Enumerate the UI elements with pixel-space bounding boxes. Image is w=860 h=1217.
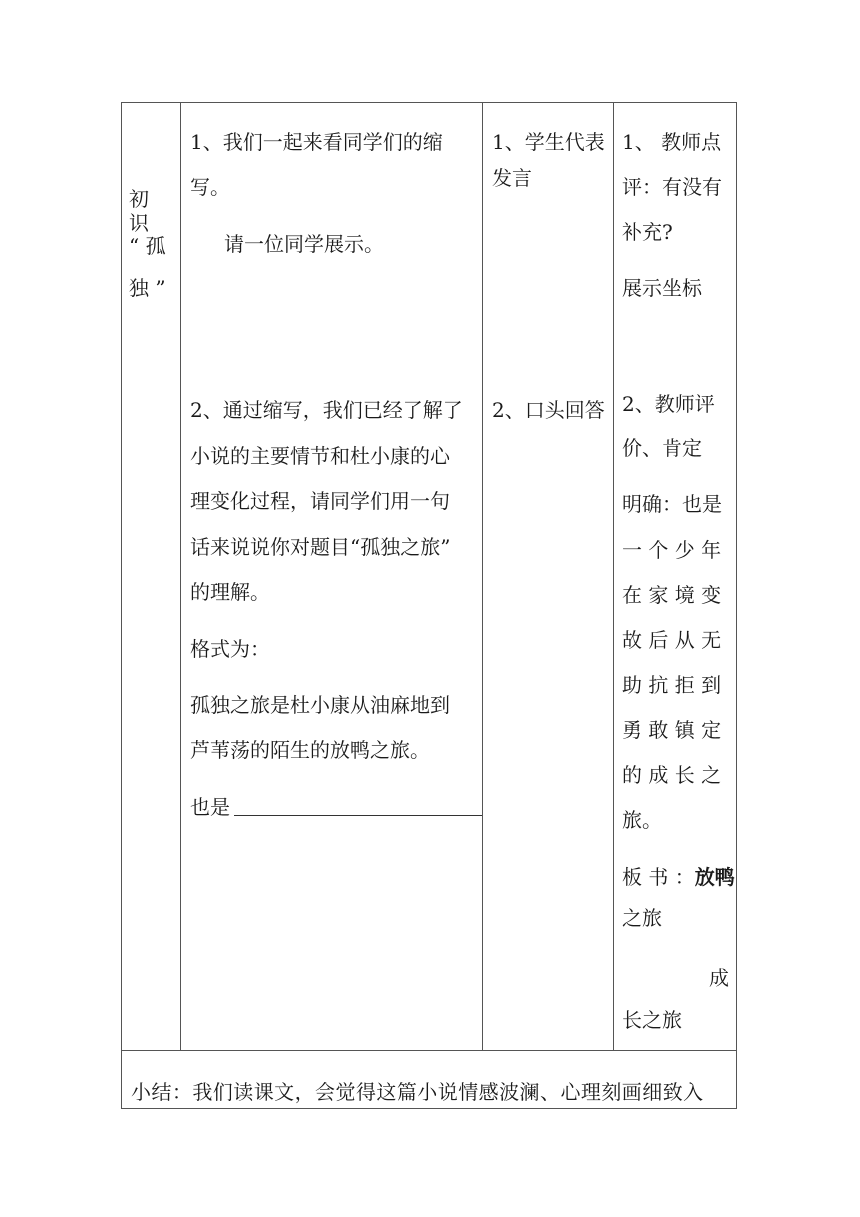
- clarify-line1: 明确：也是: [622, 492, 722, 516]
- teacher-item2-line4: 话来说说你对题目“孤独之旅”: [190, 535, 451, 559]
- summary-text: 小结：我们读课文，会觉得这篇小说情感波澜、心理刻画细致入: [131, 1080, 704, 1104]
- student-item1-line1: 1、学生代表: [492, 130, 605, 154]
- teacher-item2-line2: 小说的主要情节和杜小康的心: [190, 444, 450, 468]
- clarify-line8: 旅。: [622, 808, 662, 832]
- board-label: 板 书 ：: [622, 865, 695, 889]
- student-item2: 2、口头回答: [492, 398, 605, 422]
- fill-in-blank-line: [234, 815, 482, 816]
- teacher-item2-line3: 理变化过程，请同学们用一句: [190, 489, 450, 513]
- clarify-line6: 勇 敢 镇 定: [622, 718, 722, 742]
- column-divider-2: [482, 102, 483, 1051]
- stage-line-2: “ 孤: [129, 234, 166, 258]
- format-line3: 也是: [190, 795, 230, 819]
- stage-line-1: 初 识: [129, 187, 149, 235]
- clarify-line4: 故 后 从 无: [622, 628, 722, 652]
- clarify-line2: 一 个 少 年: [622, 538, 722, 562]
- intent-item1-line1: 1、 教师点: [622, 130, 722, 154]
- column-divider-1: [180, 102, 181, 1051]
- board-note-line2: 之旅: [622, 906, 662, 930]
- stage-line-3: 独 ”: [129, 276, 166, 300]
- column-divider-3: [613, 102, 614, 1051]
- board-bold-text: 放鸭: [694, 865, 735, 889]
- clarify-line5: 助 抗 拒 到: [622, 673, 722, 697]
- intent-item1-line3: 补充?: [622, 220, 673, 244]
- format-line2: 芦苇荡的陌生的放鸭之旅。: [190, 738, 430, 762]
- teacher-item1-line1: 1、我们一起来看同学们的缩: [190, 130, 443, 154]
- board-note-line3: 成: [709, 966, 729, 990]
- format-label: 格式为：: [190, 637, 270, 661]
- board-note-line1: [622, 865, 735, 889]
- intent-item2-line1: 2、教师评: [622, 392, 715, 416]
- intent-item1-line4: 展示坐标: [622, 276, 702, 300]
- teacher-item1-line3: 请一位同学展示。: [224, 232, 384, 256]
- clarify-line7: 的 成 长 之: [622, 763, 722, 787]
- teacher-item2-line1: 2、通过缩写，我们已经了解了: [190, 398, 463, 422]
- student-item1-line2: 发言: [492, 166, 532, 190]
- board-note-line4: 长之旅: [622, 1008, 682, 1032]
- teacher-item1-line2: 写。: [190, 175, 230, 199]
- row-divider: [121, 1050, 737, 1051]
- intent-item2-line2: 价、肯定: [622, 436, 702, 460]
- intent-item1-line2: 评：有没有: [622, 175, 722, 199]
- teacher-item2-line5: 的理解。: [190, 580, 270, 604]
- format-line1: 孤独之旅是杜小康从油麻地到: [190, 693, 450, 717]
- clarify-line3: 在 家 境 变: [622, 583, 722, 607]
